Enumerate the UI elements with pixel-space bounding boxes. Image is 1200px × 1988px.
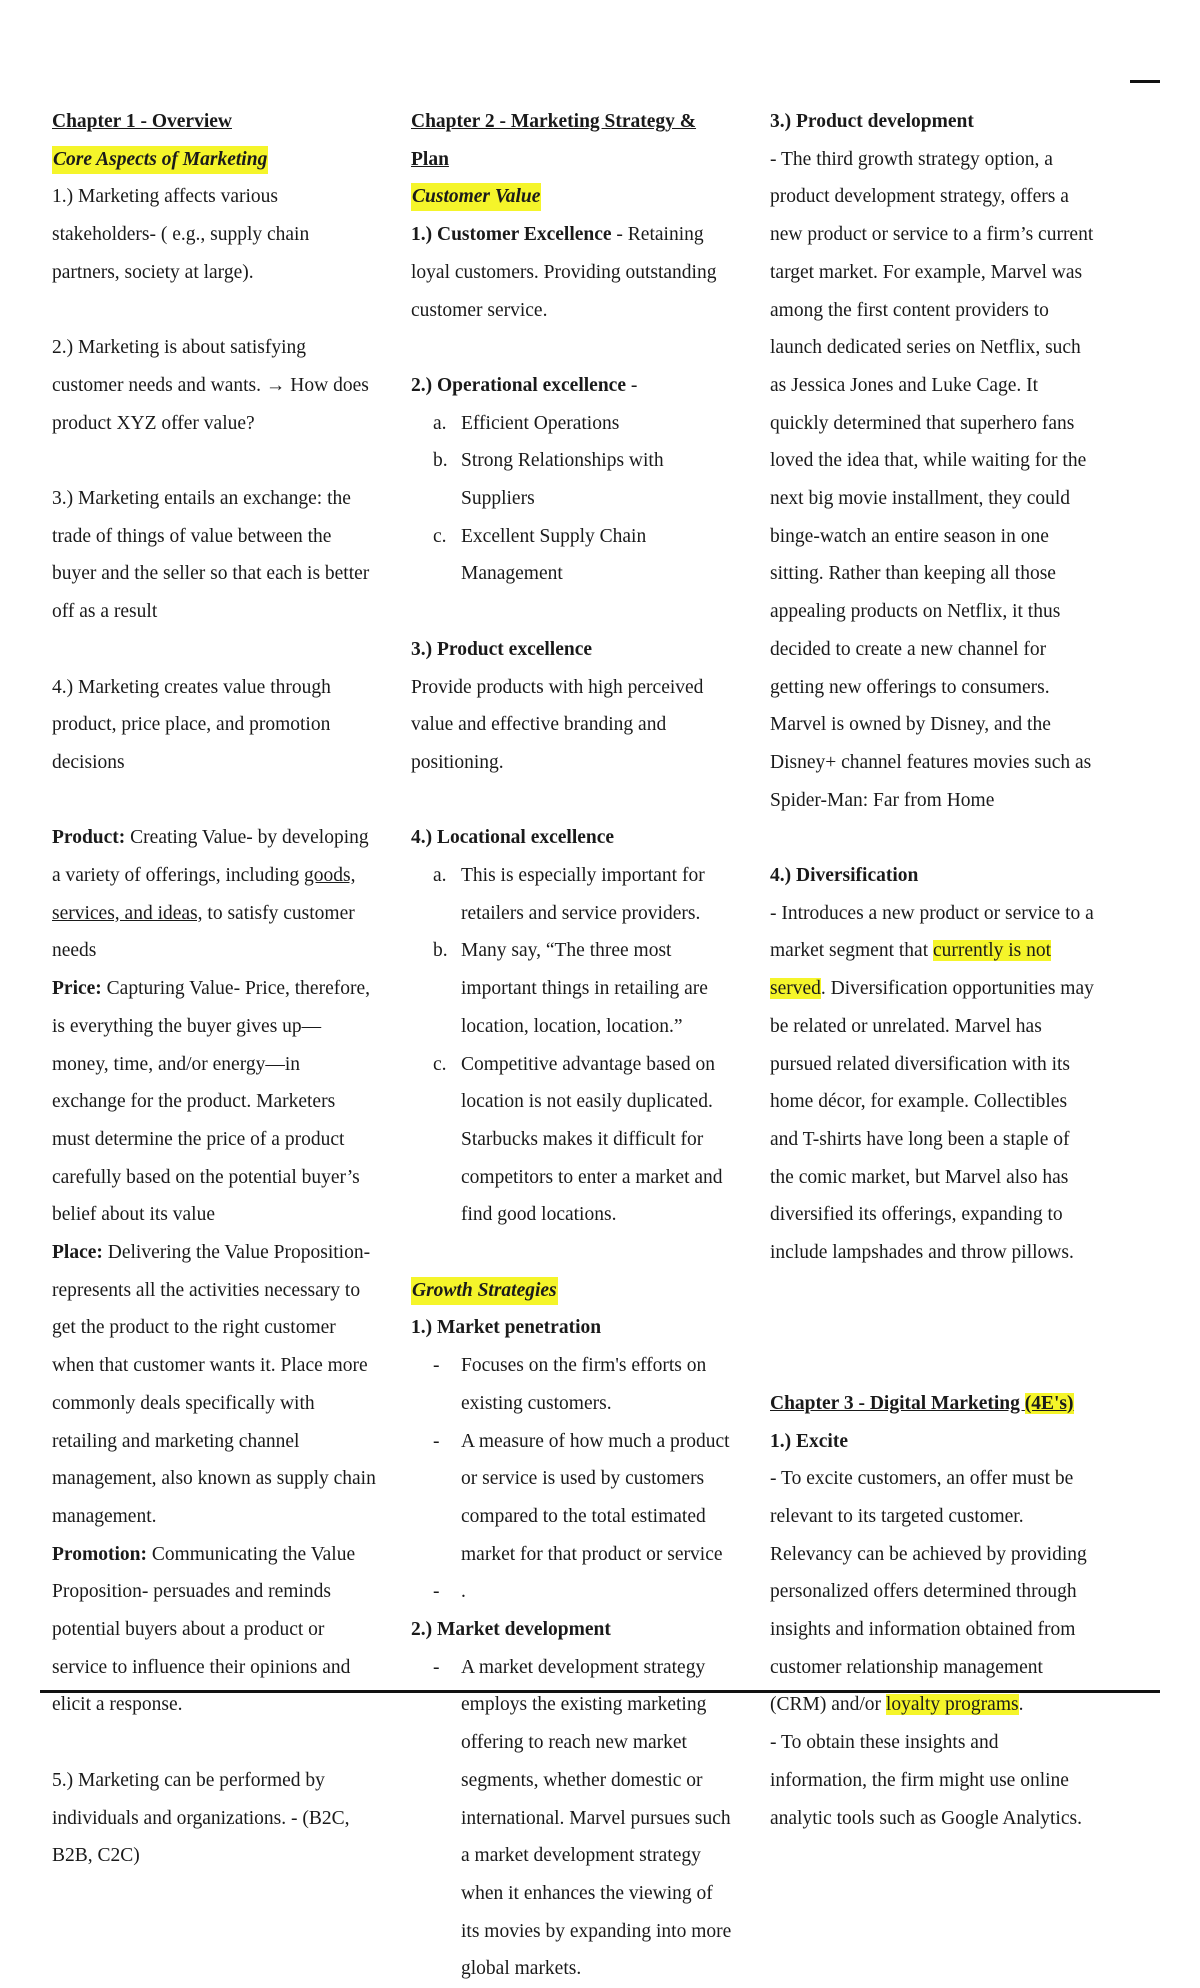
list-marker: a. bbox=[433, 412, 447, 434]
locational-excellence-label: 4.) Locational excellence bbox=[411, 827, 615, 849]
list-item bbox=[411, 405, 736, 443]
list-marker: - bbox=[433, 1430, 440, 1452]
excite-text-a: - To excite customers, an offer must be relevant to its targeted customer. Relevancy can be achieved by providing personalized offers determined through insights and information obtained from customer relationship management (CRM) and/or bbox=[770, 1468, 1087, 1716]
list-item bbox=[411, 1573, 736, 1611]
list-item-text: Many say, “The three most important things in retailing are location, location, location.” bbox=[461, 940, 708, 1037]
customer-excellence-text: - Retaining loyal customers. Providing outstanding customer service. bbox=[411, 224, 717, 321]
promotion-text: Communicating the Value Proposition- persuades and reminds potential buyers about a product or service to influence their opinions and elicit a response. bbox=[52, 1543, 356, 1716]
chapter-1-heading: Chapter 1 - Overview bbox=[52, 111, 232, 132]
point-4: 4.) Marketing creates value through product, price place, and promotion decisions bbox=[52, 676, 331, 773]
point-3: 3.) Marketing entails an exchange: the trade of things of value between the buyer and the seller so that each is better off as a result bbox=[52, 488, 370, 623]
list-item-text: . bbox=[461, 1581, 466, 1603]
list-item bbox=[411, 1347, 736, 1422]
growth-strategies-subheading: Growth Strategies bbox=[411, 1277, 558, 1305]
product-excellence-label: 3.) Product excellence bbox=[411, 638, 593, 660]
diversification-text-b: . Diversification opportunities may be related or unrelated. Marvel has pursued related diversification with its home décor, for example. Collectibles and T-shirts have long been a staple of the comic market, but Marvel also has diversified its offerings, expanding to include lampshades and throw pillows. bbox=[770, 978, 1094, 1264]
operational-excellence-suffix: - bbox=[625, 374, 638, 396]
product-underlined: goods, services, and ideas, bbox=[52, 865, 356, 924]
product-development-text: - The third growth strategy option, a product development strategy, offers a new product or service to a firm’s current target market. For example, Marvel was among the first content providers to launch dedicated series on Netflix, such as Jessica Jones and Luke Cage. It quickly determined that superhero fans loved the idea that, while waiting for the next big movie installment, they could binge-watch an entire season in one sitting. Rather than keeping all those appealing products on Netflix, it thus decided to create a new channel for getting new offerings to consumers. Marvel is owned by Disney, and the Disney+ channel features movies such as Spider-Man: Far from Home bbox=[770, 148, 1094, 811]
excite-label: 1.) Excite bbox=[770, 1430, 848, 1452]
chapter-3-heading bbox=[770, 1385, 1095, 1423]
list-item bbox=[411, 932, 736, 1045]
operational-excellence-label: 2.) Operational excellence bbox=[411, 374, 626, 396]
list-item-text: Strong Relationships with Suppliers bbox=[461, 450, 664, 510]
product-paragraph bbox=[52, 819, 377, 970]
customer-excellence-paragraph bbox=[411, 216, 736, 329]
list-item-text: A market development strategy employs the existing marketing offering to reach new market segments, whether domestic or international. Marvel pursues such a market development strategy when it enhances the viewing of its movies by expanding into more global markets. bbox=[461, 1656, 732, 1980]
chapter-3-highlight: (4E's) bbox=[1024, 1392, 1074, 1414]
list-marker: - bbox=[433, 1581, 440, 1603]
chapter-3-heading-text: Chapter 3 - Digital Marketing bbox=[770, 1392, 1025, 1414]
diversification-paragraph bbox=[770, 895, 1095, 1272]
list-item bbox=[411, 1423, 736, 1574]
product-text-b: to satisfy customer needs bbox=[52, 902, 355, 962]
customer-value-subheading: Customer Value bbox=[411, 183, 541, 211]
list-marker: b. bbox=[433, 940, 448, 962]
excite-paragraph bbox=[770, 1460, 1095, 1724]
highlight-not-served: currently is not served bbox=[770, 940, 1052, 1000]
list-marker: - bbox=[433, 1656, 440, 1678]
corner-dash bbox=[1130, 80, 1160, 83]
list-marker: - bbox=[433, 1355, 440, 1377]
market-penetration-label: 1.) Market penetration bbox=[411, 1317, 602, 1339]
list-item bbox=[411, 518, 736, 593]
point-2: 2.) Marketing is about satisfying customer needs and wants. → How does product XYZ offer value? bbox=[52, 337, 369, 434]
price-text: Capturing Value- Price, therefore, is everything the buyer gives up—money, time, and/or energy—in exchange for the product. Marketers must determine the price of a product carefully based on the potential buyer’s belief about its value bbox=[52, 978, 371, 1226]
operational-excellence-list bbox=[411, 405, 736, 594]
locational-excellence-list bbox=[411, 857, 736, 1234]
place-paragraph bbox=[52, 1234, 377, 1536]
list-item bbox=[411, 857, 736, 932]
product-development-label: 3.) Product development bbox=[770, 111, 974, 132]
column-chapter-1 bbox=[52, 103, 377, 1875]
list-marker: c. bbox=[433, 525, 447, 547]
list-item-text: Focuses on the firm's efforts on existing customers. bbox=[461, 1355, 707, 1414]
chapter-2-heading: Chapter 2 - Marketing Strategy & Plan bbox=[411, 111, 697, 170]
price-paragraph bbox=[52, 970, 377, 1234]
market-penetration-list bbox=[411, 1347, 736, 1611]
list-item-text: This is especially important for retailers and service providers. bbox=[461, 865, 705, 924]
promotion-label: Promotion: bbox=[52, 1543, 147, 1565]
list-item-text: Efficient Operations bbox=[461, 412, 620, 434]
product-excellence-text: Provide products with high perceived value and effective branding and positioning. bbox=[411, 676, 704, 773]
product-label: Product: bbox=[52, 827, 126, 849]
customer-excellence-label: 1.) Customer Excellence bbox=[411, 224, 612, 246]
highlight-loyalty-programs: loyalty programs bbox=[885, 1694, 1019, 1716]
diversification-label: 4.) Diversification bbox=[770, 865, 919, 887]
promotion-paragraph bbox=[52, 1536, 377, 1725]
list-item-text: Competitive advantage based on location is not easily duplicated. Starbucks makes it difficult for competitors to enter a market and find good locations. bbox=[461, 1053, 723, 1226]
excite-paragraph-2: - To obtain these insights and information, the firm might use online analytic tools such as Google Analytics. bbox=[770, 1732, 1082, 1829]
point-5: 5.) Marketing can be performed by individuals and organizations. - (B2C, B2B, C2C) bbox=[52, 1769, 350, 1867]
diversification-text-a: - Introduces a new product or service to a market segment that bbox=[770, 902, 1094, 962]
bottom-rule bbox=[40, 1690, 1160, 1693]
point-1: 1.) Marketing affects various stakeholders- ( e.g., supply chain partners, society at large). bbox=[52, 186, 310, 283]
excite-text-b: . bbox=[1018, 1694, 1024, 1716]
product-text-a: Creating Value- by developing a variety of offerings, including bbox=[52, 827, 369, 886]
list-marker: b. bbox=[433, 450, 448, 472]
market-development-label: 2.) Market development bbox=[411, 1619, 611, 1641]
list-item bbox=[411, 442, 736, 517]
price-label: Price: bbox=[52, 978, 102, 1000]
list-item-text: Excellent Supply Chain Management bbox=[461, 525, 647, 585]
column-chapter-2-continued bbox=[770, 103, 1095, 1837]
place-text: Delivering the Value Proposition- represents all the activities necessary to get the product to the right customer when that customer wants it. Place more commonly deals specifically with retailing and marketing channel management, also known as supply chain management. bbox=[52, 1242, 376, 1527]
operational-excellence-heading bbox=[411, 367, 736, 405]
list-item bbox=[411, 1046, 736, 1235]
list-marker: c. bbox=[433, 1053, 447, 1075]
core-aspects-subheading: Core Aspects of Marketing bbox=[52, 146, 268, 174]
place-label: Place: bbox=[52, 1242, 103, 1264]
list-item-text: A measure of how much a product or service is used by customers compared to the total estimated market for that product or service bbox=[461, 1430, 730, 1565]
list-marker: a. bbox=[433, 865, 447, 887]
column-chapter-2 bbox=[411, 103, 736, 1988]
